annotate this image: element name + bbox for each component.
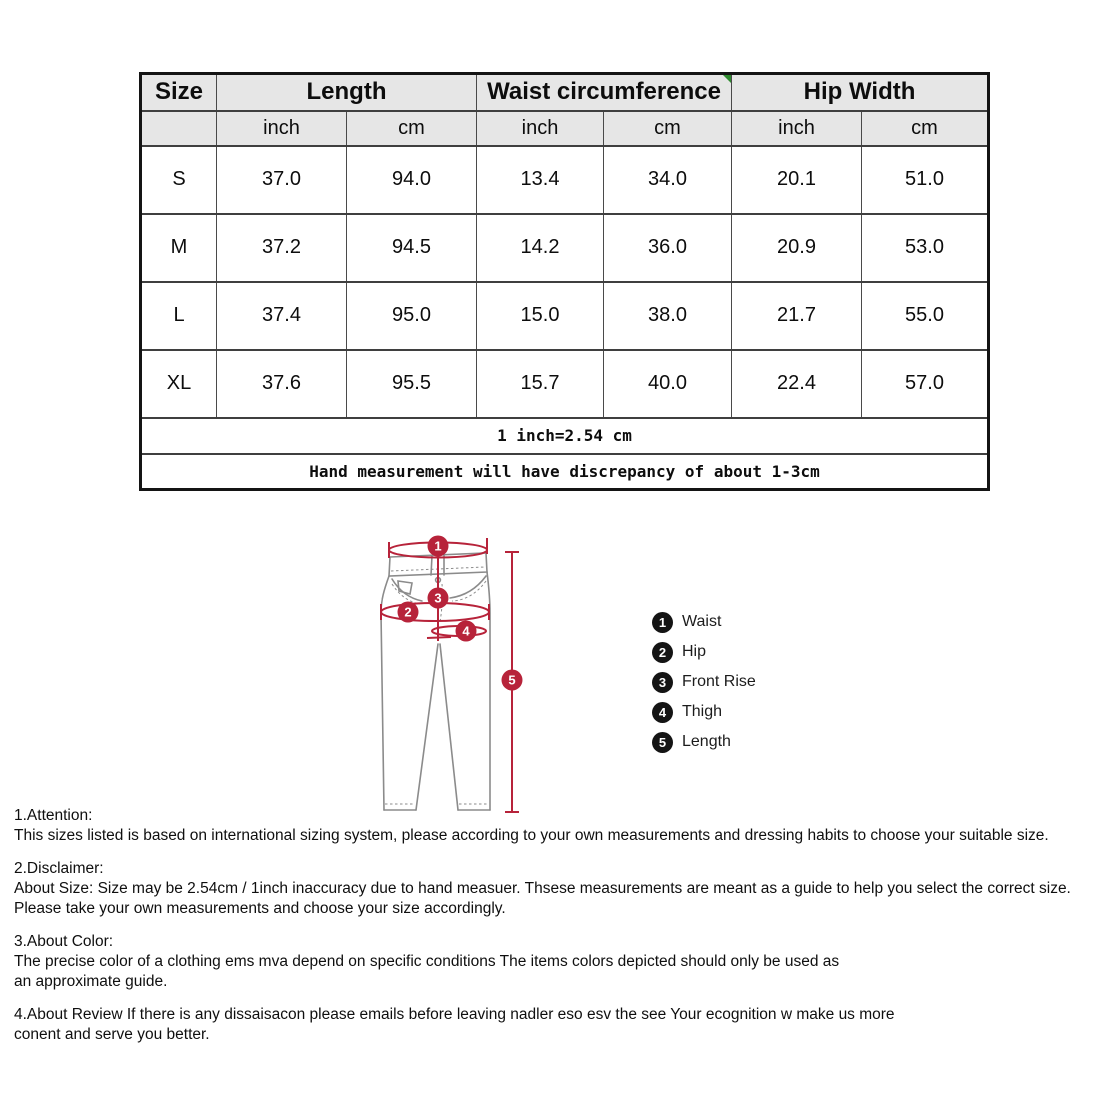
value-cell: 15.7 bbox=[477, 350, 604, 418]
waist-column-header bbox=[477, 74, 732, 111]
size-column-header: Size bbox=[141, 74, 217, 111]
diagram-legend bbox=[652, 607, 756, 757]
value-cell: 37.0 bbox=[217, 146, 347, 214]
value-cell: 37.6 bbox=[217, 350, 347, 418]
section-text: an approximate guide. bbox=[14, 973, 168, 990]
discrepancy-note: Hand measurement will have discrepancy of about 1-3cm bbox=[141, 454, 989, 490]
value-cell: 20.9 bbox=[732, 214, 862, 282]
value-cell: 37.4 bbox=[217, 282, 347, 350]
waist-header-label: Waist circumference bbox=[487, 78, 721, 106]
size-cell: XL bbox=[141, 350, 217, 418]
legend-number-badge: 3 bbox=[652, 672, 673, 693]
conversion-note-row bbox=[141, 418, 989, 454]
legend-item-thigh bbox=[652, 697, 756, 727]
size-table bbox=[139, 72, 990, 491]
value-cell: 55.0 bbox=[862, 282, 989, 350]
value-cell: 34.0 bbox=[604, 146, 732, 214]
empty-cell bbox=[141, 111, 217, 146]
legend-label: Hip bbox=[682, 643, 707, 660]
hip-marker bbox=[398, 602, 419, 623]
unit-header-inch: inch bbox=[477, 111, 604, 146]
value-cell: 15.0 bbox=[477, 282, 604, 350]
svg-text:1: 1 bbox=[434, 538, 442, 554]
value-cell: 38.0 bbox=[604, 282, 732, 350]
conversion-note: 1 inch=2.54 cm bbox=[141, 418, 989, 454]
thigh-marker bbox=[456, 621, 477, 642]
size-cell: S bbox=[141, 146, 217, 214]
legend-number-badge: 1 bbox=[652, 612, 673, 633]
info-notes bbox=[14, 806, 1094, 1058]
attention-section bbox=[14, 806, 1094, 846]
svg-text:3: 3 bbox=[434, 590, 442, 606]
section-text: This sizes listed is based on international sizing system, please according to your own measurements and dressing habits to choose your suitable size. bbox=[14, 827, 1049, 844]
section-text: The precise color of a clothing ems mva depend on specific conditions The items colors depicted should only be used as bbox=[14, 953, 840, 970]
section-text: Please take your own measurements and choose your size accordingly. bbox=[14, 900, 506, 917]
svg-text:4: 4 bbox=[462, 623, 470, 639]
table-row bbox=[141, 146, 989, 214]
legend-number-badge: 2 bbox=[652, 642, 673, 663]
unit-header-inch: inch bbox=[732, 111, 862, 146]
value-cell: 51.0 bbox=[862, 146, 989, 214]
value-cell: 95.5 bbox=[347, 350, 477, 418]
section-text: conent and serve you better. bbox=[14, 1026, 210, 1043]
size-cell: L bbox=[141, 282, 217, 350]
value-cell: 21.7 bbox=[732, 282, 862, 350]
legend-label: Waist bbox=[682, 613, 722, 630]
about-color-section bbox=[14, 932, 1094, 992]
length-marker bbox=[502, 670, 523, 691]
value-cell: 53.0 bbox=[862, 214, 989, 282]
value-cell: 22.4 bbox=[732, 350, 862, 418]
legend-label: Front Rise bbox=[682, 673, 756, 690]
hip-column-header: Hip Width bbox=[732, 74, 989, 111]
legend-item-length bbox=[652, 727, 756, 757]
value-cell: 94.5 bbox=[347, 214, 477, 282]
legend-label: Length bbox=[682, 733, 731, 750]
legend-label: Thigh bbox=[682, 703, 723, 720]
section-heading: 2.Disclaimer: bbox=[14, 860, 104, 877]
svg-text:5: 5 bbox=[508, 672, 516, 688]
cell-corner-flag-icon bbox=[723, 75, 731, 83]
units-header-row bbox=[141, 111, 989, 146]
section-heading: 3.About Color: bbox=[14, 933, 114, 950]
table-row bbox=[141, 350, 989, 418]
pants-diagram bbox=[360, 525, 535, 820]
value-cell: 36.0 bbox=[604, 214, 732, 282]
legend-item-waist bbox=[652, 607, 756, 637]
value-cell: 40.0 bbox=[604, 350, 732, 418]
table-header-row bbox=[141, 74, 989, 111]
measurement-marks bbox=[381, 538, 519, 812]
discrepancy-note-row bbox=[141, 454, 989, 490]
value-cell: 37.2 bbox=[217, 214, 347, 282]
legend-item-front-rise bbox=[652, 667, 756, 697]
unit-header-cm: cm bbox=[347, 111, 477, 146]
unit-header-cm: cm bbox=[862, 111, 989, 146]
section-text: About Size: Size may be 2.54cm / 1inch inaccuracy due to hand measuer. Thsese measurements are meant as a guide to help you select the correct size. bbox=[14, 880, 1071, 897]
disclaimer-section bbox=[14, 859, 1094, 919]
unit-header-cm: cm bbox=[604, 111, 732, 146]
table-row bbox=[141, 214, 989, 282]
length-column-header: Length bbox=[217, 74, 477, 111]
table-row bbox=[141, 282, 989, 350]
value-cell: 94.0 bbox=[347, 146, 477, 214]
legend-number-badge: 4 bbox=[652, 702, 673, 723]
size-cell: M bbox=[141, 214, 217, 282]
legend-item-hip bbox=[652, 637, 756, 667]
value-cell: 13.4 bbox=[477, 146, 604, 214]
front-rise-marker bbox=[428, 588, 449, 609]
value-cell: 95.0 bbox=[347, 282, 477, 350]
unit-header-inch: inch bbox=[217, 111, 347, 146]
section-heading: 1.Attention: bbox=[14, 807, 93, 824]
value-cell: 20.1 bbox=[732, 146, 862, 214]
legend-number-badge: 5 bbox=[652, 732, 673, 753]
value-cell: 14.2 bbox=[477, 214, 604, 282]
about-review-section bbox=[14, 1005, 1094, 1045]
waist-marker bbox=[428, 536, 449, 557]
section-text: 4.About Review If there is any dissaisacon please emails before leaving nadler eso esv the see Your ecognition w make us more bbox=[14, 1006, 895, 1023]
svg-text:2: 2 bbox=[404, 604, 412, 620]
value-cell: 57.0 bbox=[862, 350, 989, 418]
